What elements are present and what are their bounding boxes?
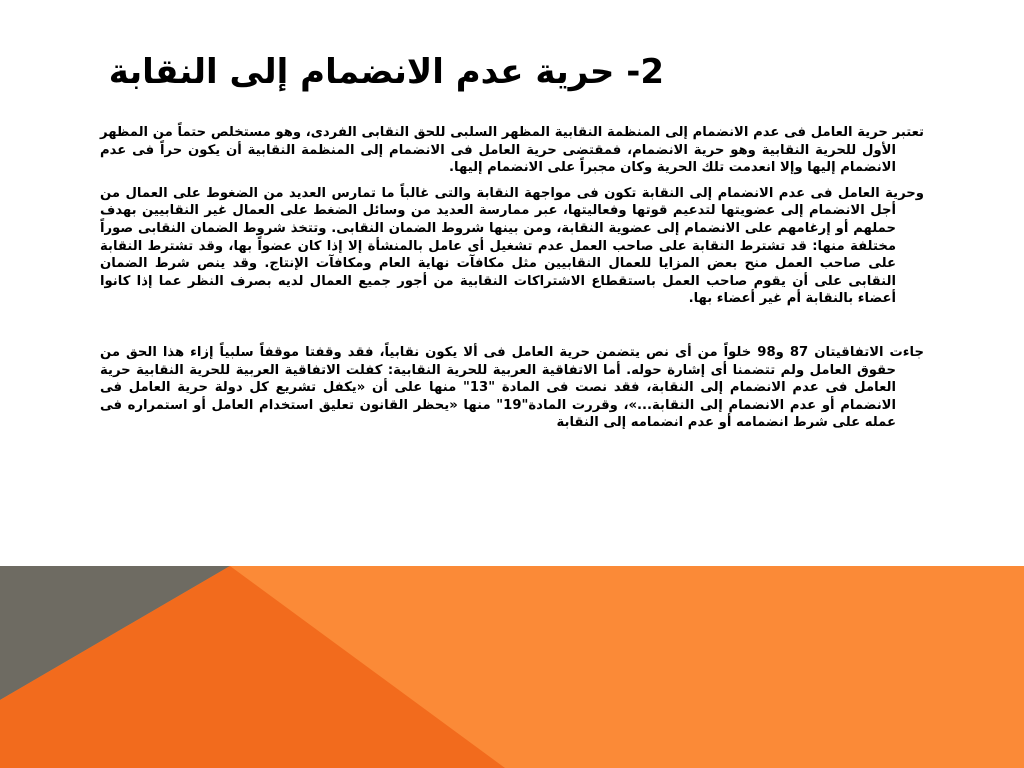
paragraph-2: وحرية العامل فى عدم الانضمام إلى النقابة تكون فى مواجهة النقابة والتى غالباً ما تمارس العديد من الضغوط على العمال من أجل الانضمام إلى عضويتها لتدعيم قوتها وفعاليتها، عبر ممارسة العديد من وسائل الضغط على العمال غير النقابيين بهدف حملهم أو إرغامهم على الانضمام إلى عضوية النقابة، ومن بينها شروط الضمان النقابى. وتتخذ شروط الضمان النقابى صوراً مختلفة منها: قد تشترط النقابة على صاحب العمل عدم تشغيل أى عامل بالمنشأة إلا إذا كان عضواً بها، وقد تشترط النقابة على صاحب العمل منح بعض المزايا للعمال النقابيين مثل مكافآت نهاية العام ومكافآت الإنتاج. وقد ينص شرط الضمان النقابى على أن يقوم صاحب العمل باستقطاع الاشتراكات النقابية من أجور جميع العمال لديه بصرف النظر عما إذا كانوا أعضاء بالنقابة أم غير أعضاء بها.: [100, 185, 924, 307]
paragraph-3: جاءت الاتفاقيتان 87 و98 خلواً من أى نص يتضمن حرية العامل فى ألا يكون نقابياً، فقد وقفتا موقفاً سلبياً إزاء هذا الحق من حقوق العامل ولم تتضمنا أى إشارة حوله. أما الاتفاقية العربية للحرية النقابية: كفلت الاتفاقية العربية للحرية النقابية حرية العامل فى عدم الانضمام إلى النقابة، فقد نصت فى المادة "13" منها على أن «يكفل تشريع كل دولة حرية العامل فى الانضمام أو عدم الانضمام إلى النقابة...»، وقررت المادة"19" منها «يحظر القانون تعليق استخدام العامل أو استمراره فى عمله على شرط انضمامه أو عدم انضمامه إلى النقابة: [100, 344, 924, 431]
slide-title: 2- حرية عدم الانضمام إلى النقابة: [108, 52, 664, 92]
paragraph-1: تعتبر حرية العامل فى عدم الانضمام إلى المنظمة النقابية المظهر السلبى للحق النقابى الفردى، وهو مستخلص حتماً من المظهر الأول للحرية النقابية وهو حرية الانضمام، فمقتضى حرية العامل فى الانضمام إلى المنظمة النقابية أن يكون حراً فى عدم الانضمام إليها وإلا انعدمت تلك الحرية وكان مجبراً على الانضمام إليها.: [100, 125, 924, 176]
